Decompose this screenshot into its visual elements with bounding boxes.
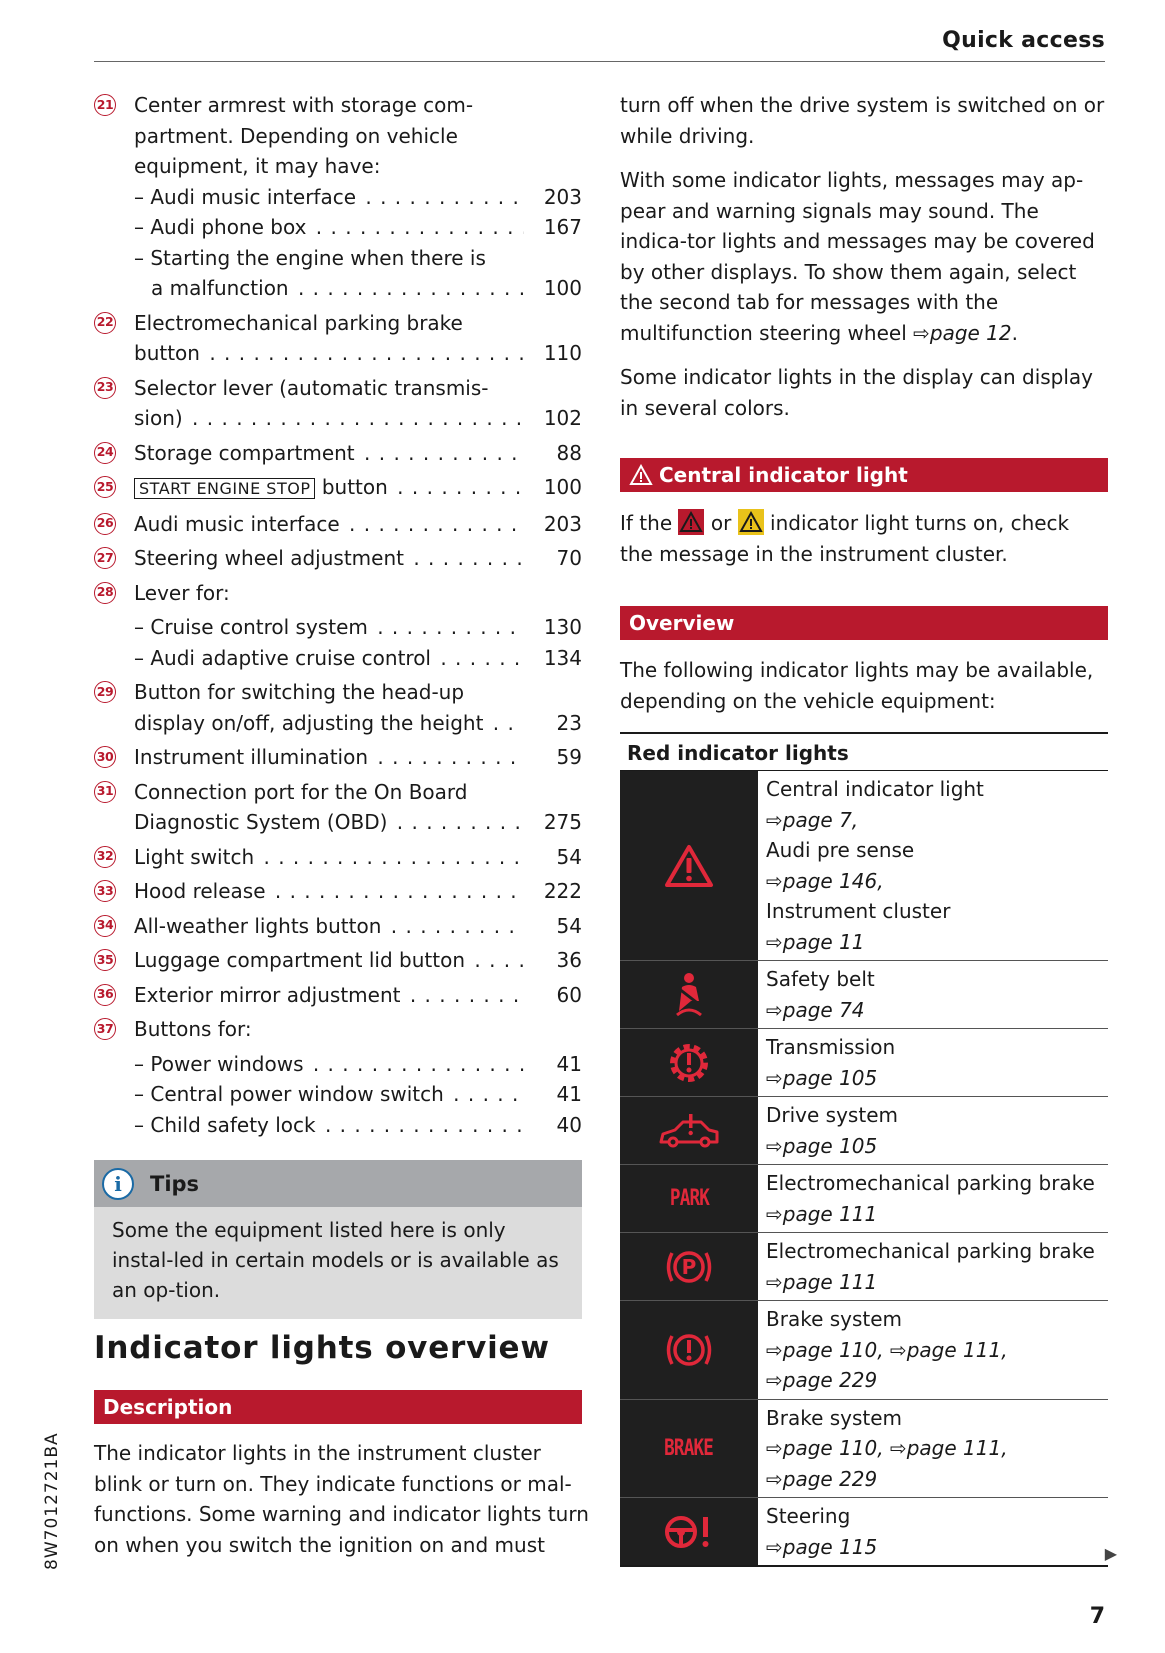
drive-system-car-icon — [620, 1097, 758, 1164]
callout-number: 34 — [94, 915, 116, 937]
table-row: BRAKE Brake system ⇨page 110, ⇨page 111, ⇨page 229 — [620, 1400, 1108, 1499]
tips-text: Some the equipment listed here is only instal-led in certain models or is available as an op-tion. — [112, 1218, 559, 1302]
header-divider — [94, 61, 1105, 62]
description-text: The indicator lights in the instrument cluster blink or turn on. They indicate functions or mal-functions. Some warning and indicator lights turn on when you switch the ignition on and must — [94, 1441, 589, 1557]
red-warning-icon — [678, 509, 704, 535]
list-subitem: – Child safety lock . . . 40 — [94, 1110, 582, 1141]
next-page-arrow-icon[interactable]: ▶ — [1104, 1544, 1117, 1563]
page-ref-link[interactable]: page 146, — [782, 868, 884, 893]
callout-number: 35 — [94, 949, 116, 971]
list-item: 24 Storage compartment . . . 88 — [94, 438, 582, 469]
paragraph: With some indicator lights, messages may ap-pear and warning signals may sound. The indica-tor lights and messages may be covered by other displays. To show them again, select the second tab for messages with the multifunction steering wheel ⇨page 12. — [620, 168, 1095, 345]
table-row: Drive system ⇨page 105 — [620, 1097, 1108, 1165]
list-item: 33 Hood release . . . 222 — [94, 876, 582, 907]
yellow-warning-icon — [738, 509, 764, 535]
page-ref-link[interactable]: page 74 — [782, 997, 865, 1022]
page-ref-link[interactable]: page 115 — [782, 1534, 878, 1559]
list-subitem: – Central power window switch . . . 41 — [94, 1079, 582, 1110]
list-subitem: – Audi music interface . . . 203 — [94, 182, 582, 213]
callout-number: 27 — [94, 547, 116, 569]
warning-triangle-icon — [620, 771, 758, 960]
table-row: P Electromechanical parking brake ⇨page 111 — [620, 1233, 1108, 1301]
overview-bar: Overview — [620, 606, 1108, 640]
seat-belt-icon — [620, 961, 758, 1028]
park-text-icon: PARK — [620, 1165, 758, 1232]
page-ref-link[interactable]: page 105 — [782, 1065, 878, 1090]
list-subitem-cont: a malfunction . . . 100 — [94, 273, 582, 304]
callout-number: 22 — [94, 312, 116, 334]
page-ref-link[interactable]: page 111, — [906, 1436, 1008, 1460]
list-item: 21 Center armrest with storage com- partment. Depending on vehicle equipment, it may have: — [94, 90, 582, 182]
callout-number: 21 — [94, 94, 116, 116]
page-ref-link[interactable]: page 229 — [782, 1466, 878, 1491]
page-ref-link[interactable]: page 111, — [906, 1337, 1008, 1362]
list-item: 23 Selector lever (automatic transmis- sion) . . . 102 — [94, 373, 582, 434]
tips-header — [94, 1160, 582, 1207]
brake-system-icon — [620, 1301, 758, 1399]
start-engine-stop-key: START ENGINE STOP — [134, 478, 315, 499]
warning-triangle-icon — [629, 464, 653, 486]
callout-number: 26 — [94, 513, 116, 535]
page-ref-link[interactable]: page 12 — [929, 320, 1012, 345]
callout-number: 24 — [94, 442, 116, 464]
callout-number: 32 — [94, 846, 116, 868]
list-item: 36 Exterior mirror adjustment . . . 60 — [94, 980, 582, 1011]
callout-number: 29 — [94, 681, 116, 703]
page-ref-link[interactable]: page 111 — [782, 1269, 878, 1294]
table-row: Steering ⇨page 115 — [620, 1498, 1108, 1567]
list-subitem: – Power windows . . . 41 — [94, 1049, 582, 1080]
parking-brake-p-icon — [620, 1233, 758, 1300]
list-item: 29 Button for switching the head-up display on/off, adjusting the height . . . 23 — [94, 677, 582, 738]
table-row: Safety belt ⇨page 74 — [620, 961, 1108, 1029]
table-header: Red indicator lights — [620, 735, 1108, 771]
table-row: PARK Electromechanical parking brake ⇨page 111 — [620, 1165, 1108, 1233]
list-item: 31 Connection port for the On Board Diagnostic System (OBD) . . . 275 — [94, 777, 582, 838]
table-row: Brake system ⇨page 110, ⇨page 111, ⇨page 229 — [620, 1301, 1108, 1400]
page-ref-link[interactable]: page 11 — [782, 929, 865, 954]
callout-number: 28 — [94, 582, 116, 604]
list-item: 26 Audi music interface . . . 203 — [94, 509, 582, 540]
callout-number: 33 — [94, 880, 116, 902]
tips-title: Tips — [150, 1171, 200, 1196]
brake-text-icon: BRAKE — [620, 1400, 758, 1498]
list-item: 22 Electromechanical parking brake button . . . 110 — [94, 308, 582, 369]
list-item: 34 All-weather lights button . . . 54 — [94, 911, 582, 942]
list-item: 25 START ENGINE STOP button . . . 100 — [94, 472, 582, 505]
tips-box — [94, 1160, 582, 1319]
paragraph: turn off when the drive system is switched on or while driving. — [620, 93, 1105, 148]
paragraph: Some indicator lights in the display can display in several colors. — [620, 365, 1094, 420]
list-item: 32 Light switch . . . 54 — [94, 842, 582, 873]
paragraph: If the or indicator light turns on, check the message in the instrument cluster. — [620, 511, 1070, 566]
info-icon: i — [102, 1168, 134, 1200]
list-subitem: – Starting the engine when there is — [94, 243, 582, 274]
table-row: Transmission ⇨page 105 — [620, 1029, 1108, 1097]
page-number: 7 — [1089, 1604, 1105, 1629]
list-item: 35 Luggage compartment lid button . . . 36 — [94, 945, 582, 976]
description-bar: Description — [94, 1390, 582, 1424]
page-ref-link[interactable]: page 7, — [782, 807, 859, 832]
list-item: 37 Buttons for: — [94, 1014, 582, 1045]
page-ref-link[interactable]: page 111 — [782, 1201, 878, 1226]
page-header-title: Quick access — [942, 28, 1105, 53]
document-code: 8W7012721BA — [42, 1432, 62, 1570]
central-indicator-bar: Central indicator light — [620, 458, 1108, 492]
callout-number: 23 — [94, 377, 116, 399]
list-item: 28 Lever for: — [94, 578, 582, 609]
page-ref-link[interactable]: page 229 — [782, 1368, 878, 1392]
table-top-rule — [620, 732, 1108, 734]
page-ref-link[interactable]: page 110, — [782, 1436, 884, 1460]
page-ref-link[interactable]: page 110, — [782, 1337, 884, 1362]
arrow-icon: ⇨ — [913, 320, 930, 345]
list-item: 27 Steering wheel adjustment . . . 70 — [94, 543, 582, 574]
callout-number: 30 — [94, 746, 116, 768]
callout-number: 31 — [94, 781, 116, 803]
paragraph: The following indicator lights may be available, depending on the vehicle equipment: — [620, 658, 1094, 713]
legend-list — [94, 90, 582, 1140]
transmission-gear-icon — [620, 1029, 758, 1096]
page-ref-link[interactable]: page 105 — [782, 1133, 878, 1158]
list-item: 30 Instrument illumination . . . 59 — [94, 742, 582, 773]
callout-number: 25 — [94, 476, 116, 498]
svg-text:P: P — [681, 1254, 697, 1279]
indicator-table — [620, 771, 1108, 1567]
callout-number: 36 — [94, 984, 116, 1006]
section-title: Indicator lights overview — [94, 1330, 550, 1366]
steering-warning-icon — [620, 1498, 758, 1565]
callout-number: 37 — [94, 1018, 116, 1040]
list-subitem: – Cruise control system . . . 130 — [94, 612, 582, 643]
list-subitem: – Audi adaptive cruise control . . . 134 — [94, 643, 582, 674]
list-subitem: – Audi phone box . . . 167 — [94, 212, 582, 243]
table-row: Central indicator light ⇨page 7, Audi pre sense ⇨page 146, Instrument cluster ⇨page 11 — [620, 771, 1108, 961]
